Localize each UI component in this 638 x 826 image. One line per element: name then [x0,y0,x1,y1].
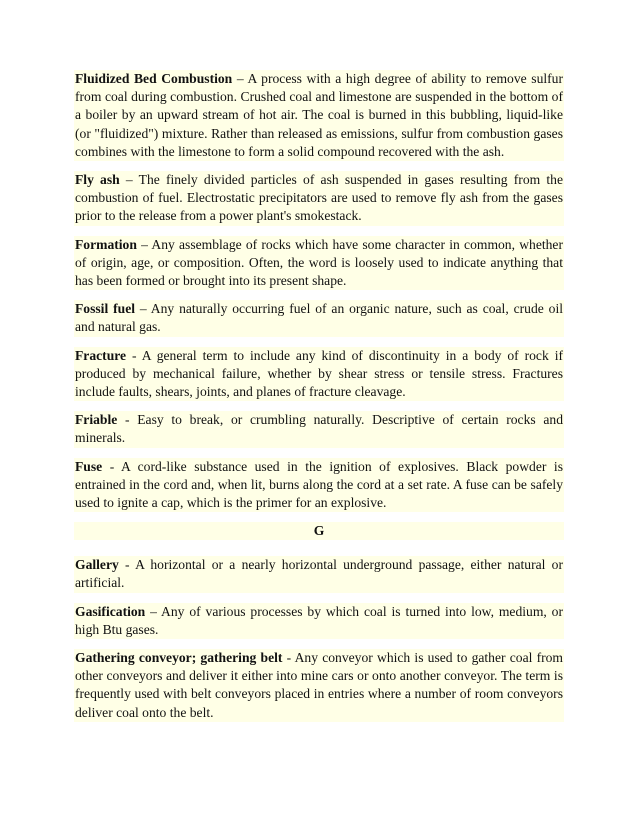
glossary-definition: Any assemblage of rocks which have some character in common, whether of origin, age, or composition. Often, the word is loosely used to indicate anything that has been formed or brought into its present shape. [75,236,563,289]
term-separator: - [117,412,138,428]
glossary-definition: Any naturally occurring fuel of an organic nature, such as coal, crude oil and natural gas. [75,301,564,335]
glossary-entry-gathering-conveyor [74,649,564,722]
glossary-entry-gasification [74,603,564,639]
glossary-entry-friable [74,411,564,447]
glossary-term: Gallery [75,557,119,573]
glossary-definition: The finely divided particles of ash suspended in gases resulting from the combustion of fuel. Electrostatic precipitators are used to remove fly ash from the gases prior to the release from a power plant's smokestack. [75,172,563,224]
glossary-term: Formation [75,236,137,252]
glossary-term: Friable [75,412,118,428]
term-separator: – [136,236,152,252]
glossary-term: Fly ash [75,172,120,188]
glossary-term: Gathering conveyor; gathering belt [75,650,283,666]
term-separator: - [126,347,142,363]
glossary-term: Gasification [75,603,146,619]
glossary-definition: Any conveyor which is used to gather coal from other conveyors and deliver it either into mine cars or onto another conveyor. The term is frequently used with belt conveyors placed in entries where a number of room conveyors deliver coal onto the belt. [75,650,563,720]
term-separator: - [118,557,136,573]
glossary-term: Fracture [75,347,127,363]
term-separator: - [102,458,122,474]
glossary-definition: Easy to break, or crumbling naturally. Descriptive of certain rocks and minerals. [75,412,563,446]
glossary-definition: Any of various processes by which coal is turned into low, medium, or high Btu gases. [75,603,564,637]
glossary-definition: A general term to include any kind of discontinuity in a body of rock if produced by mechanical failure, whether by shear stress or tensile stress. Fractures include faults, shears, joints, and planes of fracture cleavage. [75,347,563,400]
glossary-term: Fuse [75,458,103,474]
glossary-term: Fluidized Bed Combustion [75,71,233,86]
glossary-term: Fossil fuel [75,301,135,317]
glossary-definition: A process with a high degree of ability to remove sulfur from coal during combustion. Crushed coal and limestone are suspended in the bottom of a boiler by an upward stream of hot air. The coal is burned in this bubbling, liquid-like (or "fluidized") mixture. Rather than released as emissions, sulfur from combustion gases combines with the limestone to form a solid compound recovered with the ash. [75,71,563,159]
glossary-entry-fly-ash [74,171,564,226]
glossary-entry-gallery [74,556,564,592]
glossary-definition: A horizontal or a nearly horizontal underground passage, either natural or artificial. [75,557,563,591]
glossary-entry-formation [74,236,564,291]
glossary-content [74,70,564,732]
term-separator: – [232,71,248,86]
glossary-definition: A cord-like substance used in the ignition of explosives. Black powder is entrained in the cord and, when lit, burns along the cord at a set rate. A fuse can be safely used to ignite a cap, which is the primer for an explosive. [75,458,563,511]
section-heading-letter: G [74,522,564,540]
term-separator: – [119,172,139,188]
term-separator: – [135,301,151,317]
glossary-entry-fossil-fuel [74,300,564,336]
term-separator: - [282,650,295,666]
term-separator: – [145,603,162,619]
glossary-entry-fracture [74,347,564,402]
glossary-entry-fluidized-bed-combustion [74,70,564,161]
glossary-entry-fuse [74,458,564,513]
